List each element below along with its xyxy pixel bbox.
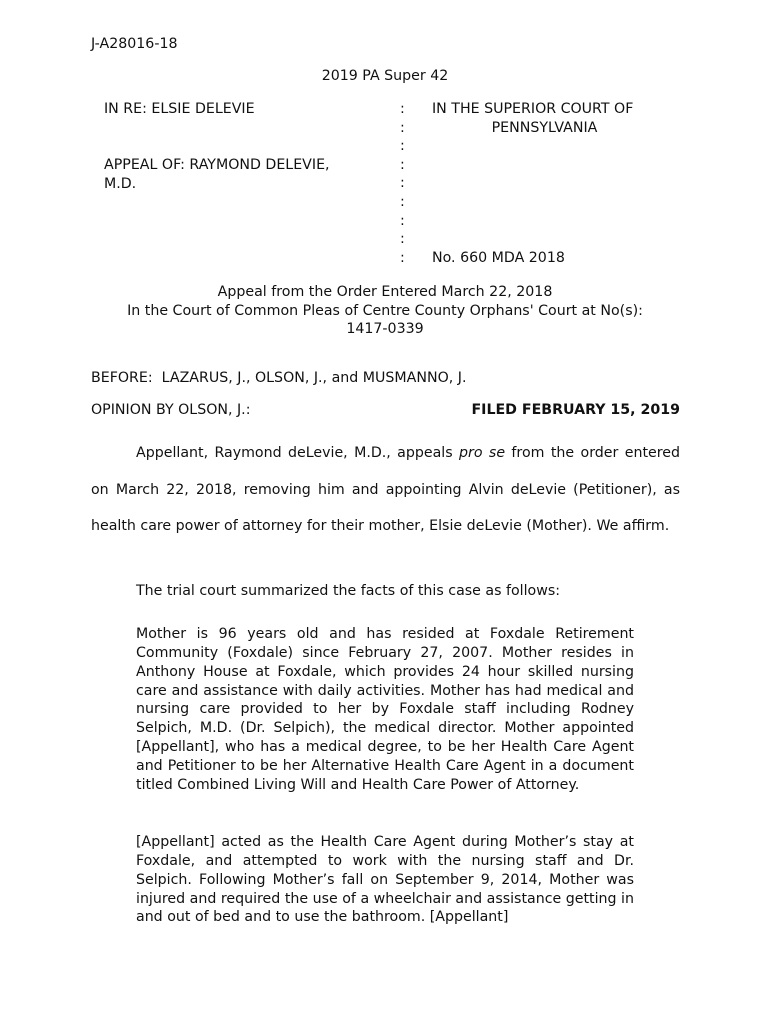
colon: : — [400, 156, 405, 173]
caption-colons — [400, 100, 405, 267]
opening-text-1: Appellant, Raymond deLevie, M.D., appeals — [136, 445, 460, 461]
appeal-from-block — [0, 283, 770, 339]
appeal-of-line2: M.D. — [104, 176, 137, 192]
opinion-by: OPINION BY OLSON, J.: — [91, 402, 251, 418]
appeal-of-line1: APPEAL OF: RAYMOND DELEVIE, — [104, 157, 330, 173]
colon: : — [400, 138, 405, 155]
opening-paragraph — [91, 435, 680, 545]
block-quote-paragraph-1: Mother is 96 years old and has resided at Foxdale Retirement Community (Foxdale) since February 27, 2007. Mother resides in Anthony House at Foxdale, which provides 24 hour skilled nursing care and assistance with daily activities. Mother has had medical and nursing care provided to her by Foxdale staff including Rodney Selpich, M.D. (Dr. Selpich), the medical director. Mother appointed [Appellant], who has a medical degree, to be her Health Care Agent and Petitioner to be her Alternative Health Care Agent in a document titled Combined Living Will and Health Care Power of Attorney. — [136, 626, 634, 793]
court-line1: IN THE SUPERIOR COURT OF — [432, 101, 634, 117]
caption-gap — [104, 119, 330, 156]
summary-intro: The trial court summarized the facts of this case as follows: — [136, 583, 561, 599]
in-re-line: IN RE: ELSIE DELEVIE — [104, 101, 255, 117]
colon: : — [400, 231, 405, 248]
appeal-from-line1: Appeal from the Order Entered March 22, 2018 — [217, 284, 553, 300]
opening-italic: pro se — [459, 445, 506, 461]
colon: : — [400, 175, 405, 192]
colon: : — [400, 193, 405, 210]
colon: : — [400, 101, 405, 117]
panel-before: BEFORE: LAZARUS, J., OLSON, J., and MUSMANNO, J. — [91, 370, 467, 386]
court-line2: PENNSYLVANIA — [491, 120, 598, 136]
colon: : — [400, 119, 405, 136]
block-quote-paragraph-2: [Appellant] acted as the Health Care Agent during Mother’s stay at Foxdale, and attempted to work with the nursing staff and Dr. Selpich. Following Mother’s fall on September 9, 2014, Mother was injured and required the use of a wheelchair and assistance getting in and out of bed and to use the bathroom. [Appellant] — [136, 834, 634, 926]
colon: : — [400, 212, 405, 229]
colon: : — [400, 249, 405, 266]
caption-parties — [104, 100, 330, 194]
appeal-from-line2: In the Court of Common Pleas of Centre County Orphans' Court at No(s): — [127, 302, 643, 319]
case-citation: 2019 PA Super 42 — [321, 68, 449, 84]
appeal-from-line3: 1417-0339 — [346, 321, 424, 337]
appeal-number: No. 660 MDA 2018 — [432, 250, 565, 266]
docket-number: J-A28016-18 — [91, 36, 178, 52]
court-name — [432, 100, 657, 138]
filed-date: FILED FEBRUARY 15, 2019 — [471, 402, 680, 418]
opening-text-2: from the order entered on March 22, 2018, removing him and appointing Alvin deLevie (Petitioner), as health care power of attorney for their mother, Elsie deLevie (Mother). We affirm. — [91, 445, 680, 534]
